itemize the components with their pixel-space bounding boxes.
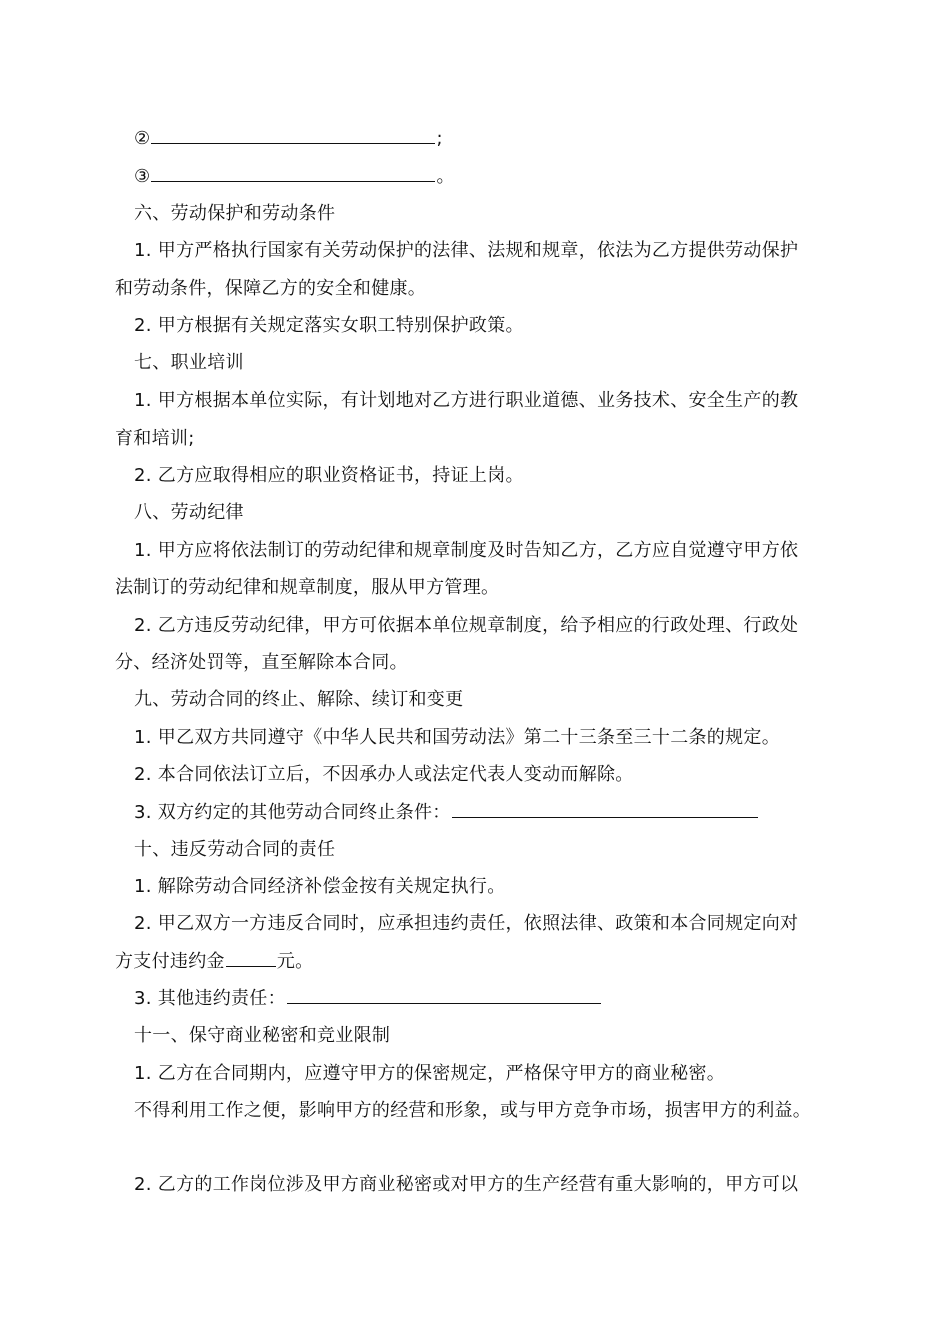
paragraph-line: 1. 甲方应将依法制订的劳动纪律和规章制度及时告知乙方，乙方应自觉遵守甲方依 <box>134 540 799 561</box>
paragraph-line: 法制订的劳动纪律和规章制度，服从甲方管理。 <box>115 577 500 598</box>
line-end-punctuation: ; <box>436 128 443 149</box>
blank-item-3 <box>134 164 455 190</box>
fill-in-blank[interactable] <box>226 965 276 967</box>
penalty-amount-line <box>115 949 313 975</box>
paragraph-line: 1. 甲方根据本单位实际，有计划地对乙方进行职业道德、业务技术、安全生产的教 <box>134 390 799 411</box>
section-heading-11: 十一、保守商业秘密和竞业限制 <box>134 1025 391 1046</box>
other-liability-line <box>134 986 602 1012</box>
circled-number-2: ② <box>134 128 151 149</box>
paragraph-text: 3. 双方约定的其他劳动合同终止条件： <box>134 802 451 823</box>
paragraph-text: 方支付违约金 <box>115 951 225 972</box>
paragraph-line: 育和培训; <box>115 428 195 449</box>
blank-item-2 <box>134 126 443 152</box>
fill-in-blank[interactable] <box>151 142 435 144</box>
section-heading-9: 九、劳动合同的终止、解除、续订和变更 <box>134 689 464 710</box>
line-end-punctuation: 。 <box>436 166 455 187</box>
section-heading-6: 六、劳动保护和劳动条件 <box>134 203 336 224</box>
fill-in-blank[interactable] <box>287 1002 601 1004</box>
paragraph-line: 分、经济处罚等，直至解除本合同。 <box>115 652 408 673</box>
section-heading-8: 八、劳动纪律 <box>134 502 244 523</box>
paragraph-line: 2. 乙方的工作岗位涉及甲方商业秘密或对甲方的生产经营有重大影响的，甲方可以 <box>134 1174 799 1195</box>
termination-conditions-line <box>134 800 759 826</box>
fill-in-blank[interactable] <box>452 816 758 818</box>
paragraph-line: 不得利用工作之便，影响甲方的经营和形象，或与甲方竞争市场，损害甲方的利益。 <box>134 1100 812 1121</box>
paragraph-line: 2. 乙方违反劳动纪律，甲方可依据本单位规章制度，给予相应的行政处理、行政处 <box>134 615 799 636</box>
paragraph-line: 和劳动条件，保障乙方的安全和健康。 <box>115 278 427 299</box>
paragraph-line: 1. 乙方在合同期内，应遵守甲方的保密规定，严格保守甲方的商业秘密。 <box>134 1063 726 1084</box>
paragraph-line: 2. 本合同依法订立后，不因承办人或法定代表人变动而解除。 <box>134 764 634 785</box>
paragraph-text: 3. 其他违约责任： <box>134 988 286 1009</box>
paragraph-line: 2. 甲方根据有关规定落实女职工特别保护政策。 <box>134 315 524 336</box>
fill-in-blank[interactable] <box>151 180 435 182</box>
circled-number-3: ③ <box>134 166 151 187</box>
section-heading-7: 七、职业培训 <box>134 352 244 373</box>
paragraph-line: 1. 甲乙双方共同遵守《中华人民共和国劳动法》第二十三条至三十二条的规定。 <box>134 727 780 748</box>
paragraph-line: 2. 乙方应取得相应的职业资格证书，持证上岗。 <box>134 465 524 486</box>
paragraph-line: 2. 甲乙双方一方违反合同时，应承担违约责任，依照法律、政策和本合同规定向对 <box>134 913 799 934</box>
section-heading-10: 十、违反劳动合同的责任 <box>134 839 336 860</box>
paragraph-line: 1. 解除劳动合同经济补偿金按有关规定执行。 <box>134 876 506 897</box>
paragraph-text: 元。 <box>276 951 314 972</box>
paragraph-line: 1. 甲方严格执行国家有关劳动保护的法律、法规和规章，依法为乙方提供劳动保护 <box>134 240 799 261</box>
